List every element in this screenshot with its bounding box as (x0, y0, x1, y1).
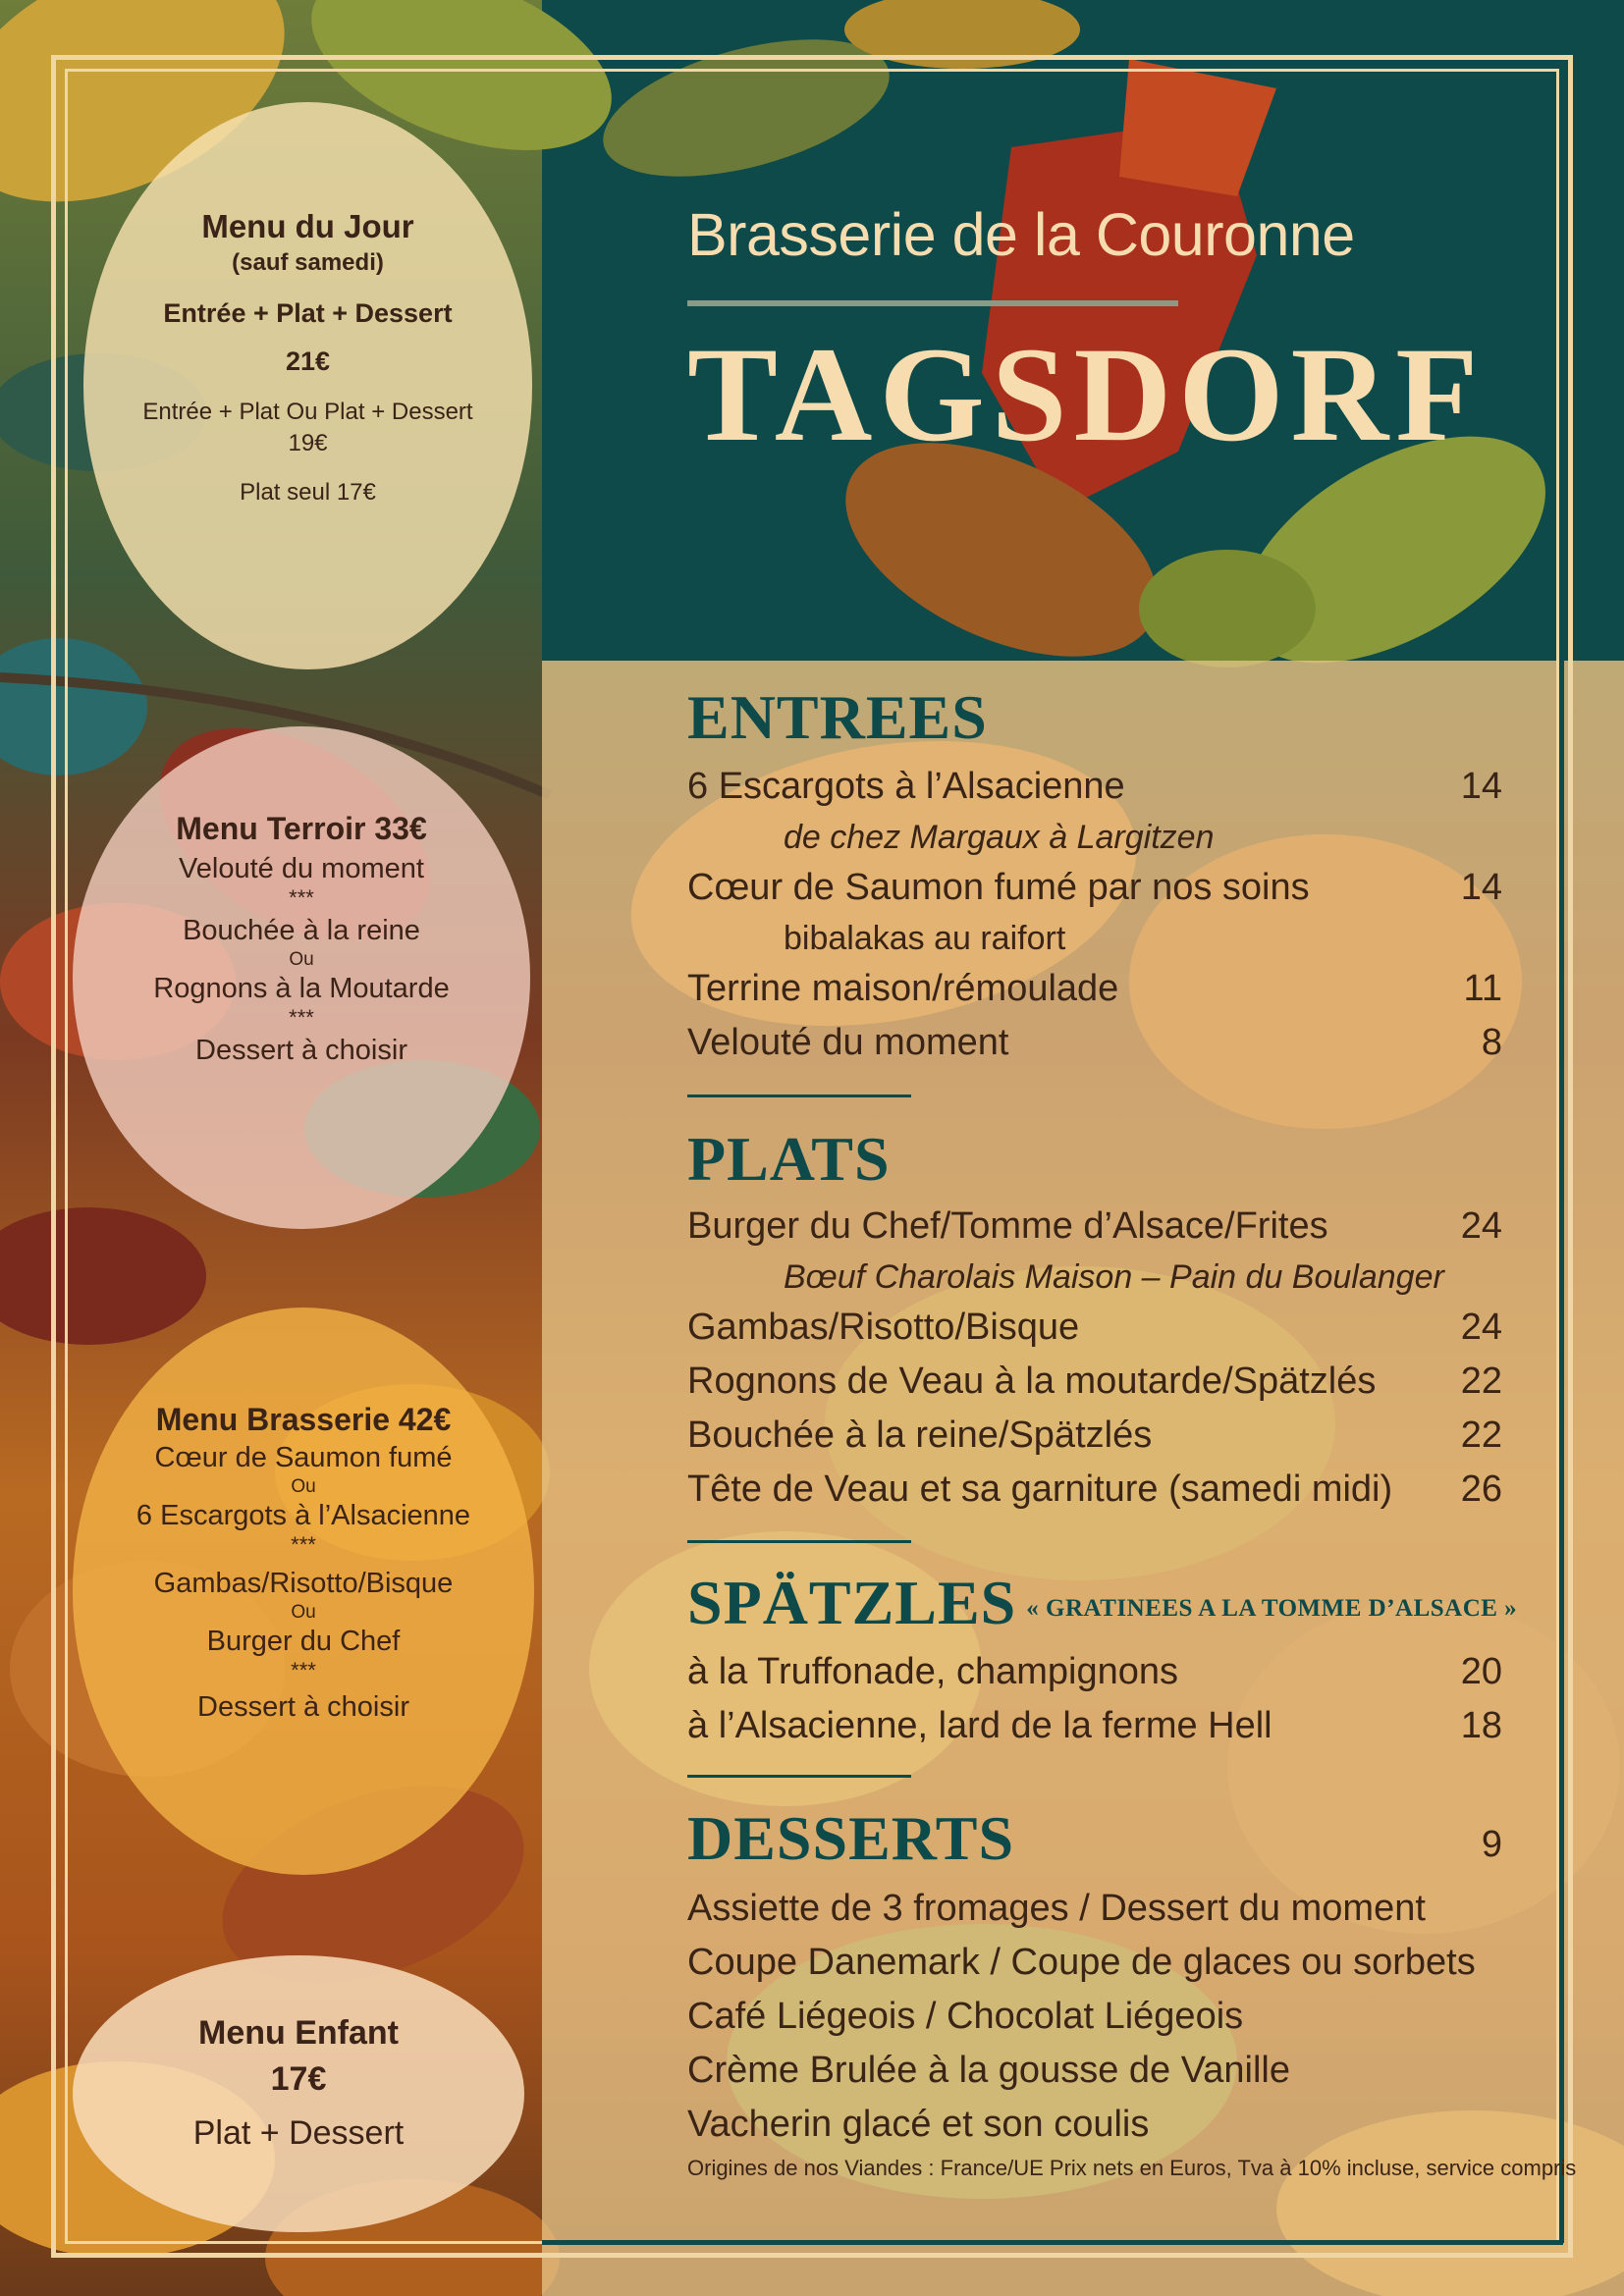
section-heading-spatzles (687, 1567, 1517, 1639)
menu-terroir-line-2: Bouchée à la reine (183, 915, 420, 946)
menu-brasserie-separator-2: *** (291, 1658, 316, 1682)
menu-brasserie-ou-2: Ou (291, 1602, 316, 1623)
menu-du-jour-card (83, 102, 532, 669)
teal-rule-right (1559, 661, 1564, 2243)
menu-du-jour-formula-3: Plat seul 17€ (240, 479, 376, 506)
menu-brasserie-line-2: 6 Escargots à l’Alsacienne (135, 1500, 471, 1531)
plat-item-3-name: Rognons de Veau à la moutarde/Spätzlés (687, 1361, 1377, 1402)
plat-item-4-name: Bouchée à la reine/Spätzlés (687, 1415, 1153, 1456)
plat-item-5-price: 26 (1460, 1468, 1502, 1510)
menu-enfant-card (73, 1955, 524, 2232)
spatzle-item-1-name: à la Truffonade, champignons (687, 1651, 1178, 1692)
entree-item-2-price: 14 (1460, 867, 1502, 908)
dessert-item-2: Coupe Danemark / Coupe de glaces ou sorbets (687, 1942, 1476, 1983)
menu-enfant-price: 17€ (270, 2060, 327, 2098)
plat-item-1-name: Burger du Chef/Tomme d’Alsace/Frites (687, 1205, 1328, 1247)
entree-item-4-name: Velouté du moment (687, 1022, 1009, 1063)
plat-item-2-name: Gambas/Risotto/Bisque (687, 1307, 1080, 1348)
plat-item-5-name: Tête de Veau et sa garniture (samedi midi) (687, 1468, 1393, 1510)
section-divider (687, 1095, 911, 1097)
plat-item-1-detail: Bœuf Charolais Maison – Pain du Boulanger (784, 1258, 1444, 1296)
plat-item-1-price: 24 (1460, 1205, 1502, 1247)
menu-terroir-line-1: Velouté du moment (179, 853, 424, 884)
dessert-item-4: Crème Brulée à la gousse de Vanille (687, 2050, 1290, 2091)
entree-item-3-price: 11 (1463, 968, 1502, 1009)
menu-du-jour-formula-2: Entrée + Plat Ou Plat + Dessert (142, 399, 473, 425)
section-heading-desserts: DESSERTS (687, 1803, 1015, 1873)
menu-terroir-line-4: Dessert à choisir (195, 1035, 407, 1066)
entree-item-1-price: 14 (1460, 766, 1502, 807)
footer-note: Origines de nos Viandes : France/UE Prix nets en Euros, Tva à 10% incluse, service compris (687, 2156, 1577, 2180)
menu-brasserie-line-3: Gambas/Risotto/Bisque (153, 1568, 454, 1599)
section-heading-plats: PLATS (687, 1124, 891, 1194)
section-divider (687, 1775, 911, 1778)
menu-terroir-line-3: Rognons à la Moutarde (153, 973, 450, 1004)
menu-enfant-formula: Plat + Dessert (192, 2114, 405, 2152)
menu-du-jour-price-1: 21€ (285, 347, 331, 376)
entree-item-2-detail: bibalakas au raifort (784, 920, 1066, 957)
spatzles-heading-text: SPÄTZLES (687, 1568, 1017, 1637)
teal-rule-bottom (542, 2240, 1563, 2245)
menu-terroir-card (73, 726, 530, 1229)
menu-du-jour-note: (sauf samedi) (232, 249, 384, 276)
plat-item-4-price: 22 (1460, 1415, 1502, 1456)
menu-du-jour-title: Menu du Jour (201, 208, 414, 244)
menu-brasserie-title: Menu Brasserie 42€ (155, 1402, 452, 1437)
menu-brasserie-line-4: Burger du Chef (206, 1626, 401, 1657)
menu-brasserie-line-5: Dessert à choisir (197, 1691, 409, 1723)
menu-terroir-separator-1: *** (289, 885, 314, 910)
brand-name: Brasserie de la Couronne (687, 201, 1355, 268)
entree-item-1-detail: de chez Margaux à Largitzen (784, 819, 1215, 856)
entree-item-3-name: Terrine maison/rémoulade (687, 968, 1119, 1009)
entree-item-1-name: 6 Escargots à l’Alsacienne (687, 766, 1125, 807)
dessert-item-3: Café Liégeois / Chocolat Liégeois (687, 1996, 1244, 2037)
spatzle-item-1-price: 20 (1460, 1651, 1502, 1692)
spatzle-item-2-name: à l’Alsacienne, lard de la ferme Hell (687, 1705, 1272, 1746)
plat-item-3-price: 22 (1460, 1361, 1502, 1402)
menu-brasserie-line-1: Cœur de Saumon fumé (154, 1442, 453, 1473)
brand-underline (687, 300, 1178, 306)
page-title: TAGSDORF (687, 319, 1486, 469)
entree-item-2-name: Cœur de Saumon fumé par nos soins (687, 867, 1310, 908)
menu-du-jour-price-2: 19€ (288, 430, 328, 456)
section-divider (687, 1540, 911, 1543)
menu-du-jour-formula-1: Entrée + Plat + Dessert (163, 298, 453, 328)
menu-terroir-ou: Ou (289, 949, 314, 970)
spatzle-item-2-price: 18 (1460, 1705, 1502, 1746)
spatzles-note: « GRATINEES A LA TOMME D’ALSACE » (1026, 1595, 1518, 1623)
menu-brasserie-card (73, 1308, 534, 1875)
menu-enfant-title: Menu Enfant (198, 2014, 399, 2052)
dessert-item-5: Vacherin glacé et son coulis (687, 2104, 1150, 2145)
section-heading-entrees: ENTREES (687, 682, 988, 752)
desserts-price: 9 (1481, 1824, 1502, 1865)
dessert-item-1: Assiette de 3 fromages / Dessert du moment (687, 1888, 1426, 1929)
entree-item-4-price: 8 (1481, 1022, 1502, 1063)
menu-terroir-separator-2: *** (289, 1005, 314, 1030)
menu-terroir-title: Menu Terroir 33€ (176, 811, 427, 846)
menu-brasserie-separator-1: *** (291, 1532, 316, 1557)
plat-item-2-price: 24 (1460, 1307, 1502, 1348)
menu-brasserie-ou-1: Ou (291, 1476, 316, 1497)
